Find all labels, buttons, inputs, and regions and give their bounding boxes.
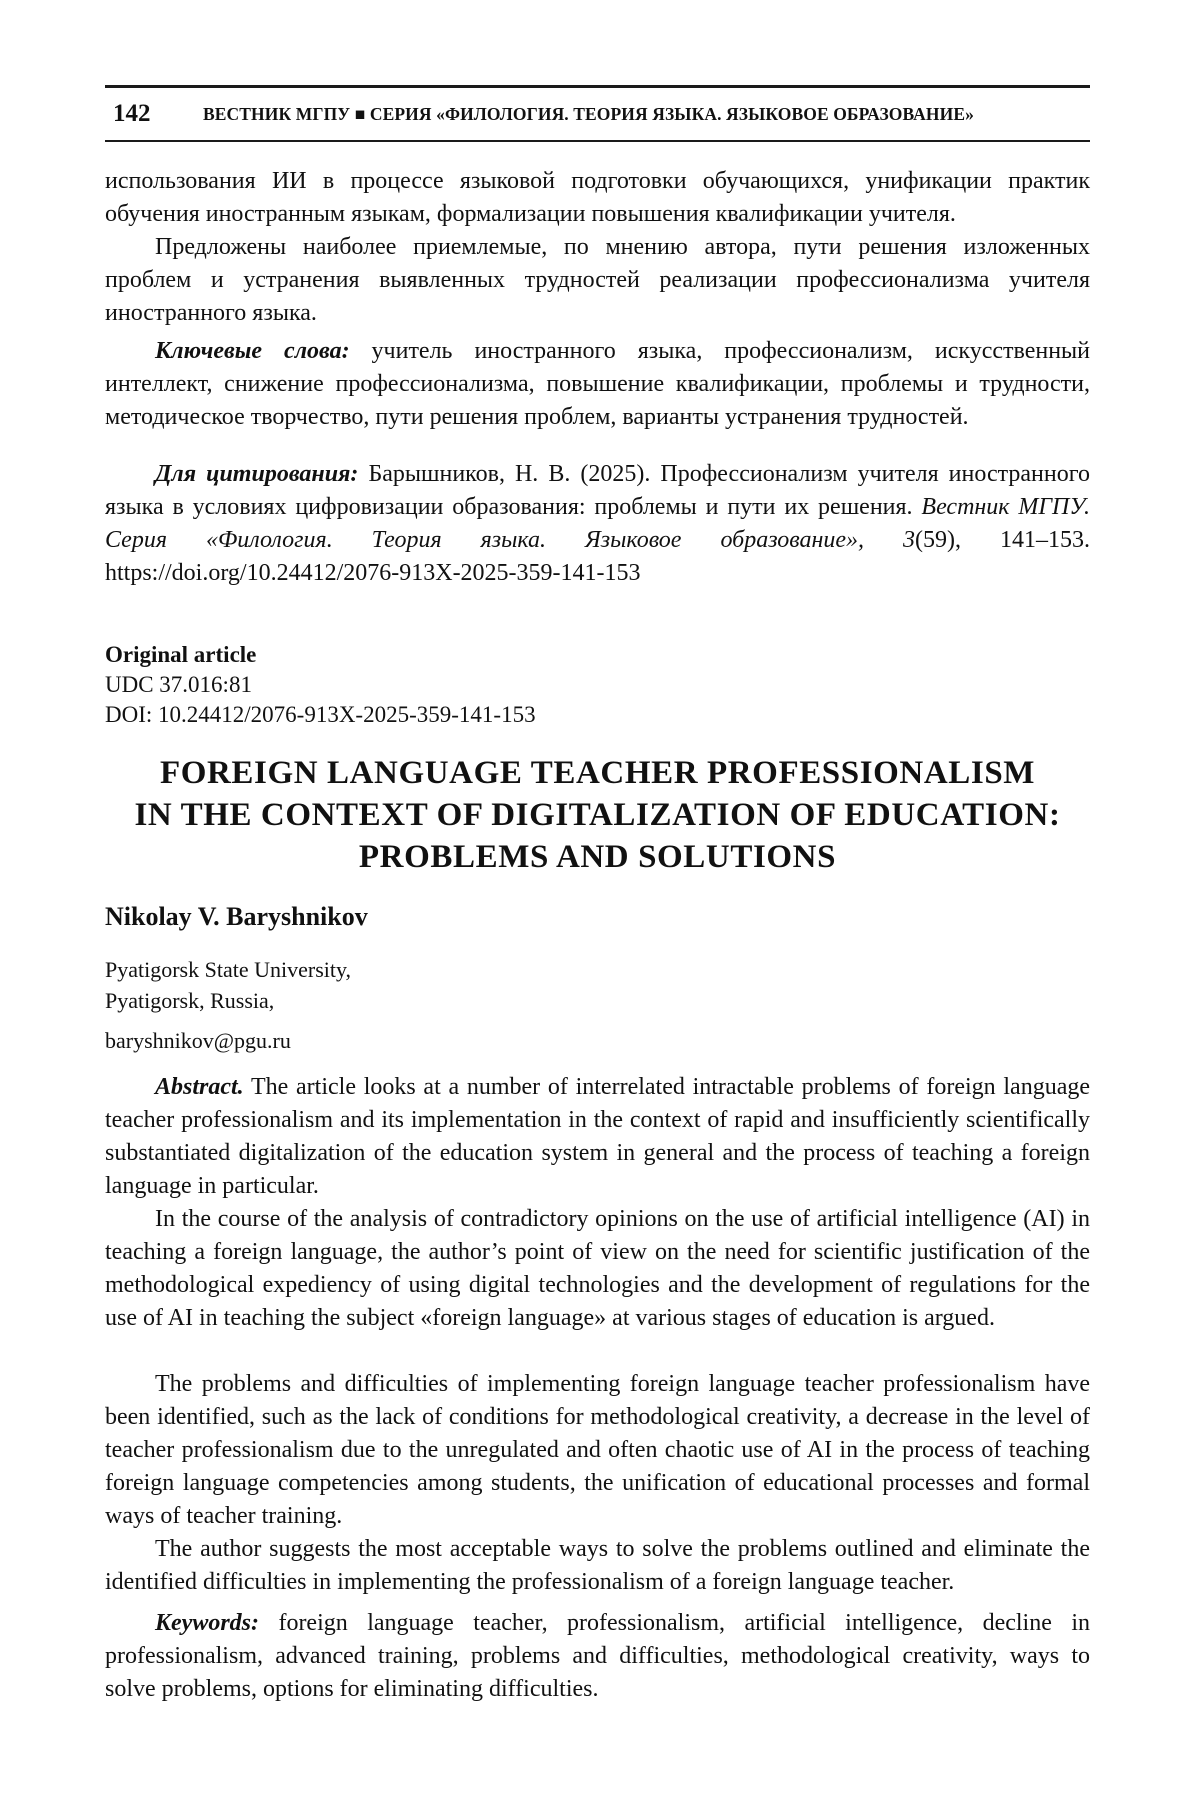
- article-meta: [105, 640, 1090, 730]
- journal-page: [0, 0, 1200, 1800]
- ru-keywords: [105, 335, 1090, 434]
- en-keywords-text: foreign language teacher, professionalism, artificial intelligence, decline in professionalism, advanced training, problems and difficulties, methodological creativity, ways to solve problems, options for eliminating difficulties.: [105, 1610, 1090, 1702]
- author-affiliation: [105, 954, 351, 1016]
- ru-keywords-label: Ключевые слова:: [155, 338, 350, 364]
- author-name: Nikolay V. Baryshnikov: [105, 902, 368, 932]
- abstract-paragraph-3: The problems and difficulties of implementing foreign language teacher professionalism have been identified, such as the lack of conditions for methodological creativity, a decrease in the level of teacher professionalism due to the unregulated and often chaotic use of AI in the process of teaching foreign language competencies among students, the unification of educational processes and formal ways of teacher training.: [105, 1368, 1090, 1533]
- article-type: Original article: [105, 640, 1090, 670]
- en-keywords-label: Keywords:: [155, 1610, 259, 1636]
- ru-citation-journal: Вестник МГПУ. Серия «Филология. Теория языка. Языковое образование», 3: [105, 494, 1090, 553]
- abstract-label: Abstract.: [155, 1074, 244, 1100]
- author-email: baryshnikov@pgu.ru: [105, 1028, 291, 1054]
- running-header: [105, 85, 1090, 142]
- title-line-2: IN THE CONTEXT OF DIGITALIZATION OF EDUCATION:: [105, 794, 1090, 836]
- ru-citation-text: Барышников, Н. В. (2025). Профессионализм учителя иностранного языка в условиях цифровизации образования: проблемы и пути их решения.: [105, 461, 1090, 520]
- abstract-text-1: The article looks at a number of interrelated intractable problems of foreign language teacher professionalism and its implementation in the context of rapid and insufficiently scientifically substantiated digitalization of the education system in general and the process of teaching a foreign language in particular.: [105, 1074, 1090, 1199]
- ru-citation-label: Для цитирования:: [155, 461, 358, 487]
- affiliation-line-1: Pyatigorsk State University,: [105, 954, 351, 985]
- title-line-3: PROBLEMS AND SOLUTIONS: [105, 836, 1090, 878]
- affiliation-line-2: Pyatigorsk, Russia,: [105, 985, 351, 1016]
- ru-citation: [105, 458, 1090, 590]
- ru-paragraph-1: использования ИИ в процессе языковой подготовки обучающихся, унификации практик обучения иностранным языкам, формализации повышения квалификации учителя.: [105, 165, 1090, 231]
- abstract-paragraph-4: The author suggests the most acceptable ways to solve the problems outlined and eliminate the identified difficulties in implementing the professionalism of a foreign language teacher.: [105, 1533, 1090, 1599]
- running-title: ВЕСТНИК МГПУ ■ СЕРИЯ «ФИЛОЛОГИЯ. ТЕОРИЯ ЯЗЫКА. ЯЗЫКОВОЕ ОБРАЗОВАНИЕ»: [203, 104, 974, 125]
- ru-paragraph-2: Предложены наиболее приемлемые, по мнению автора, пути решения изложенных проблем и устранения выявленных трудностей реализации профессионализма учителя иностранного языка.: [105, 231, 1090, 330]
- ru-citation-tail: (59), 141–153. https://doi.org/10.24412/2076-913X-2025-359-141-153: [105, 527, 1090, 586]
- doi: DOI: 10.24412/2076-913X-2025-359-141-153: [105, 700, 1090, 730]
- ru-keywords-text: учитель иностранного языка, профессионализм, искусственный интеллект, снижение профессионализма, повышение квалификации, проблемы и трудности, методическое творчество, пути решения проблем, варианты устранения трудностей.: [105, 338, 1090, 430]
- abstract-paragraph-2: In the course of the analysis of contradictory opinions on the use of artificial intelligence (AI) in teaching a foreign language, the author’s point of view on the need for scientific justification of the methodological expediency of using digital technologies and the development of regulations for the use of AI in teaching the subject «foreign language» at various stages of education is argued.: [105, 1203, 1090, 1335]
- article-title: [105, 752, 1090, 878]
- title-line-1: FOREIGN LANGUAGE TEACHER PROFESSIONALISM: [105, 752, 1090, 794]
- page-number: 142: [113, 100, 203, 128]
- en-keywords: [105, 1607, 1090, 1706]
- udc-code: UDC 37.016:81: [105, 670, 1090, 700]
- abstract-paragraph-1: [105, 1071, 1090, 1203]
